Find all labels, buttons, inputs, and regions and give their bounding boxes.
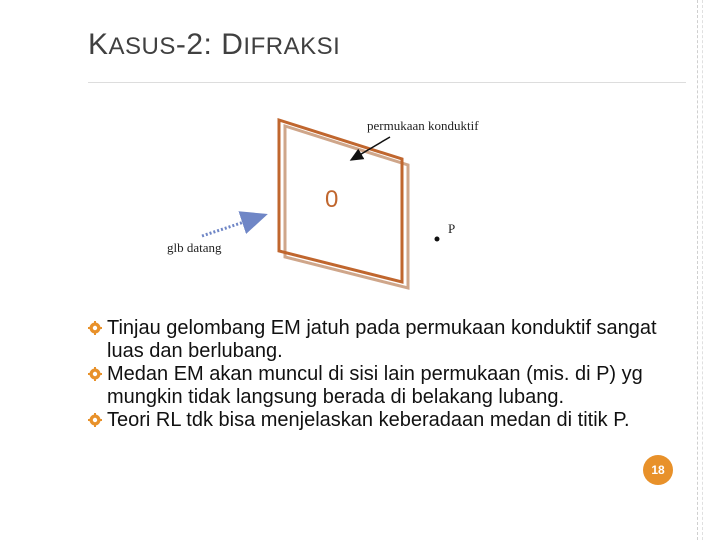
incident-wave-label: glb datang <box>167 240 222 255</box>
bullet-list <box>88 317 688 432</box>
bullet-text: Tinjau gelombang EM jatuh pada permukaan konduktif sangat luas dan berlubang. <box>107 317 657 362</box>
surface-label: permukaan konduktif <box>367 118 479 133</box>
title-initial: K <box>88 28 109 61</box>
list-item <box>88 363 688 409</box>
title-word-2: IFRAKSI <box>243 33 341 60</box>
gear-bullet-icon <box>88 413 102 427</box>
plate-shadow <box>285 126 408 288</box>
gear-bullet-icon <box>88 321 102 335</box>
bullet-text: Medan EM akan muncul di sisi lain permukaan (mis. di P) yg mungkin tidak langsung berada di belakang lubang. <box>107 363 643 408</box>
aperture-label: 0 <box>325 186 339 213</box>
title-number: -2: <box>175 28 222 61</box>
title-initial-2: D <box>221 28 244 61</box>
title-word-1: ASUS <box>108 33 176 60</box>
point-p-marker <box>435 237 440 242</box>
gear-bullet-icon <box>88 367 102 381</box>
point-p-label: P <box>448 221 456 236</box>
incident-wave-arrow <box>202 215 265 236</box>
list-item <box>88 409 688 432</box>
list-item <box>88 317 688 363</box>
bullet-text: Teori RL tdk bisa menjelaskan keberadaan medan di titik P. <box>107 409 630 431</box>
page-number-badge: 18 <box>643 455 673 485</box>
